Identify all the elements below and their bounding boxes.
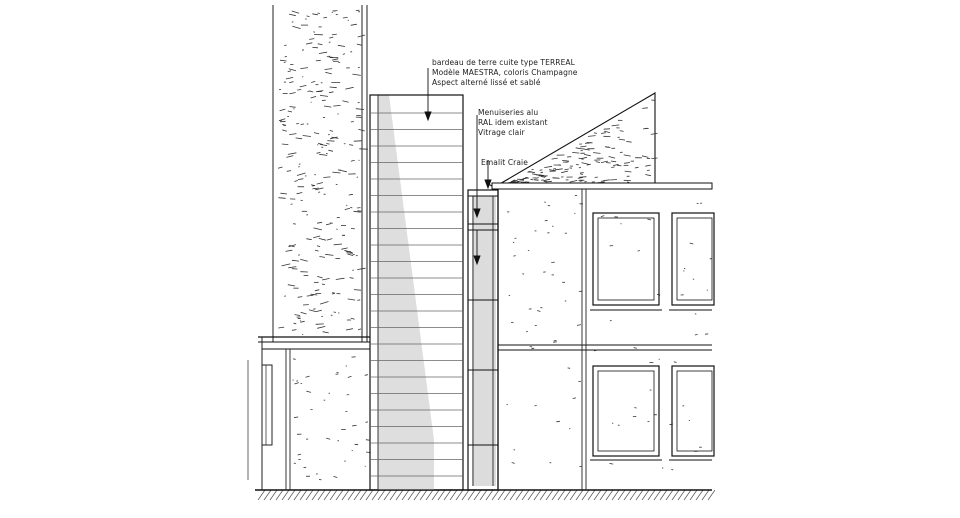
cladding-annotation	[432, 58, 578, 88]
joinery-annotation-line-2: RAL idem existant	[478, 118, 548, 127]
window-lower-left	[590, 366, 662, 460]
glazed-strip	[468, 190, 498, 490]
window-upper-left	[590, 213, 662, 310]
ground-hatch	[258, 490, 715, 500]
low-left-building	[248, 337, 371, 490]
existing-house	[488, 93, 712, 490]
cladding-annotation-line-3: Aspect alterné lissé et sablé	[432, 78, 541, 87]
window-upper-right	[669, 213, 714, 310]
window-lower-right	[669, 366, 714, 460]
cladded-volume	[370, 95, 463, 490]
left-stone-wall	[273, 5, 371, 342]
cladding-annotation-line-2: Modèle MAESTRA, coloris Champagne	[432, 68, 578, 77]
joinery-annotation-line-3: Vitrage clair	[478, 128, 525, 137]
joinery-annotation	[478, 108, 548, 138]
render-annotation-text: Emalit Craie	[481, 158, 528, 167]
cladding-annotation-line-1: bardeau de terre cuite type TERREAL	[432, 58, 575, 67]
cladding-shadow	[378, 95, 434, 490]
joinery-annotation-line-1: Menuiseries alu	[478, 108, 539, 117]
render-annotation	[481, 158, 528, 168]
